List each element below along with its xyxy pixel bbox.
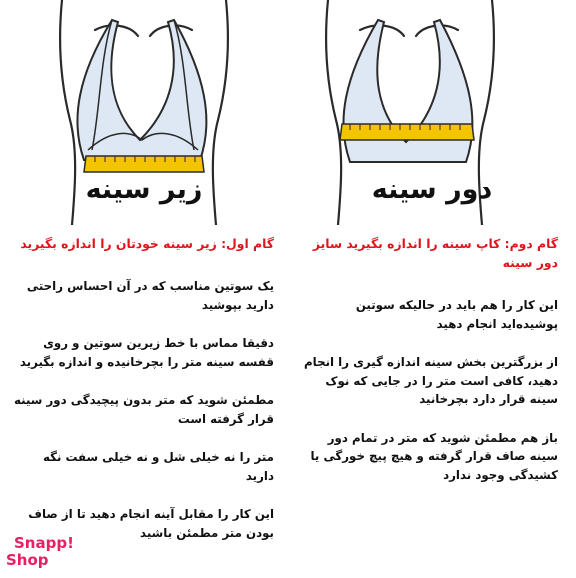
bust-label: دور سینه: [371, 174, 493, 205]
step-two-column: [296, 234, 558, 504]
step-two-paragraph: از بزرگترین بخش سینه اندازه گیری را انجام دهید، کافی است متر را در جایی که نوک سینه قرار دارد بچرخانید: [304, 355, 558, 406]
snappshop-logo: [4, 534, 74, 572]
step-two-title: گام دوم: کاپ سینه را اندازه بگیرید سایز دور سینه: [312, 236, 558, 270]
step-two-paragraph: این کار را هم باید در حالیکه سوتین پوشیده‌اید انجام دهید: [355, 298, 558, 331]
step-one-paragraph: یک سوتین مناسب که در آن احساس راحتی دارید بپوشید: [26, 279, 274, 312]
step-one-paragraph: متر را نه خیلی شل و نه خیلی سفت نگه دارید: [42, 450, 274, 483]
logo-line-1: Snapp!: [14, 534, 74, 552]
step-two-paragraph: باز هم مطمئن شوید که متر در تمام دور سینه صاف قرار گرفته و هیچ پیچ خورگی یا کشیدگی وجود ندارد: [310, 430, 558, 482]
underbust-label: زیر سینه: [85, 174, 203, 205]
step-one-column: [12, 234, 274, 562]
figure-bust: [288, 0, 576, 225]
step-one-paragraph: دقیقا مماس با خط زیرین سوتین و روی قفسه سینه متر را بچرخانیده و اندازه بگیرید: [19, 336, 274, 369]
step-one-title: گام اول: زیر سینه خودتان را اندازه بگیرید: [20, 236, 274, 251]
step-one-paragraph: مطمئن شوید که متر بدون پیچیدگی دور سینه قرار گرفته است: [14, 393, 274, 426]
figure-underbust: [0, 0, 288, 225]
step-one-paragraph: این کار را مقابل آینه انجام دهید تا از صاف بودن متر مطمئن باشید: [28, 507, 274, 540]
logo-line-2: Shop: [6, 551, 49, 569]
